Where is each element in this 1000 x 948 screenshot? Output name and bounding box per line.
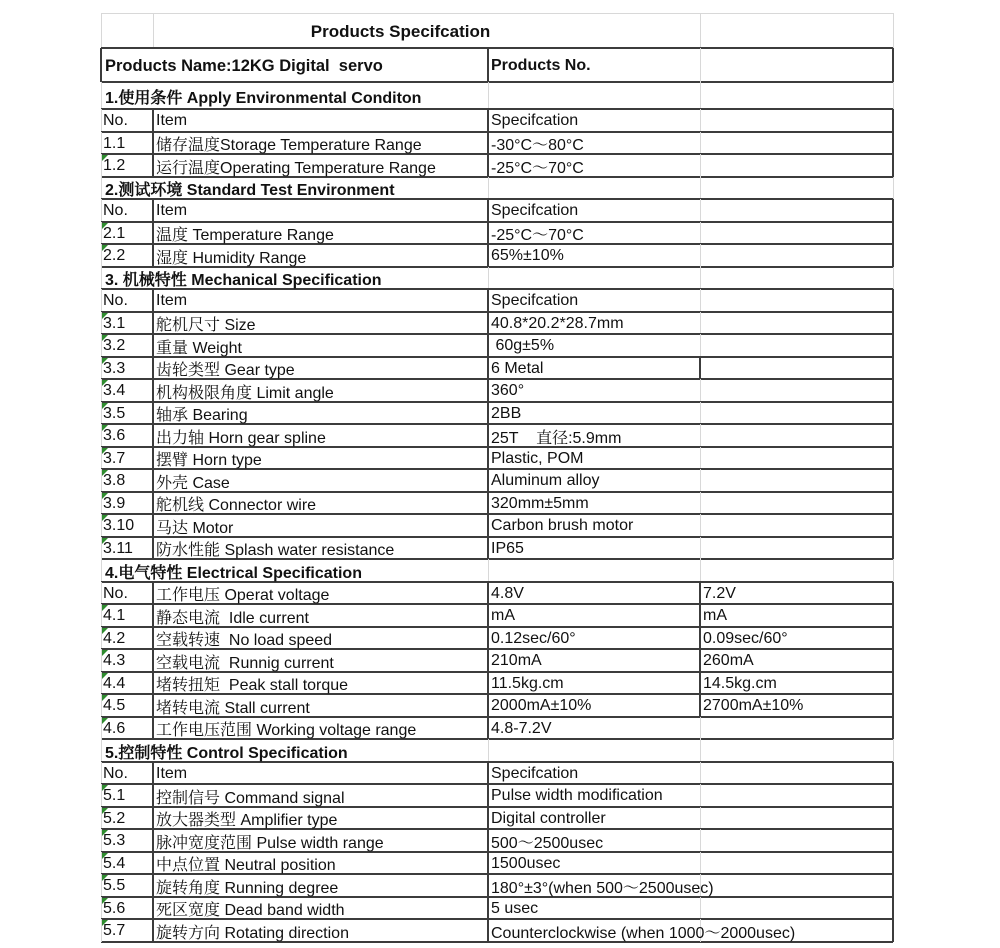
row-item: 出力轴 Horn gear spline (156, 429, 326, 447)
row-spec: -30°C～80°C (491, 137, 584, 155)
row-spec: mA (491, 607, 515, 625)
table-row (101, 424, 893, 447)
row-number: 5.3 (103, 832, 126, 850)
row-spec-2: mA (703, 607, 727, 625)
table-row (101, 244, 893, 267)
row-item: 堵转扭矩 Peak stall torque (156, 677, 349, 695)
row-item: 储存温度Storage Temperature Range (156, 137, 422, 155)
row-number: No. (103, 292, 128, 310)
table-header-row (101, 199, 893, 222)
row-spec: 65%±10% (491, 247, 564, 265)
row-number: 3.11 (103, 539, 133, 557)
number-as-text-indicator-icon (102, 830, 108, 836)
table-row (101, 604, 893, 627)
gridline (893, 267, 894, 290)
row-item: 湿度 Humidity Range (156, 249, 307, 267)
number-as-text-indicator-icon (102, 628, 108, 634)
row-spec: 2BB (491, 404, 522, 422)
row-spec: 4.8V (491, 584, 524, 602)
row-number: 5.2 (103, 809, 126, 827)
title-row (101, 13, 893, 48)
number-as-text-indicator-icon (102, 695, 108, 701)
row-item: 舵机尺寸 Size (156, 317, 256, 335)
number-as-text-indicator-icon (102, 875, 108, 881)
row-item: 舵机线 Connector wire (156, 497, 317, 515)
row-item: 工作电压范围 Working voltage range (156, 722, 417, 740)
row-number: 3.9 (103, 494, 126, 512)
row-number: No. (103, 584, 128, 602)
row-spec: Carbon brush motor (491, 517, 634, 535)
table-row (101, 829, 893, 852)
gridline (700, 13, 701, 48)
table-row (101, 334, 893, 357)
row-item: 运行温度Operating Temperature Range (156, 159, 436, 177)
row-spec: 5 usec (491, 899, 539, 917)
row-number: 5.1 (103, 787, 126, 805)
row-number: 4.6 (103, 719, 126, 737)
row-spec: 4.8-7.2V (491, 719, 552, 737)
section-heading-row (101, 267, 893, 290)
table-row (101, 627, 893, 650)
row-item: 死区宽度 Dead band width (156, 902, 345, 920)
gridline (893, 82, 894, 109)
row-number: 3.1 (103, 314, 126, 332)
gridline (488, 739, 489, 762)
row-spec: 40.8*20.2*28.7mm (491, 314, 624, 332)
table-row (101, 132, 893, 155)
row-spec: 2000mA±10% (491, 697, 592, 715)
number-as-text-indicator-icon (102, 650, 108, 656)
table-row (101, 919, 893, 942)
number-as-text-indicator-icon (102, 358, 108, 364)
number-as-text-indicator-icon (102, 223, 108, 229)
number-as-text-indicator-icon (102, 403, 108, 409)
table-row (101, 649, 893, 672)
gridline (488, 559, 489, 582)
row-number: 4.3 (103, 652, 126, 670)
row-number: 1.1 (103, 134, 126, 152)
table-row (101, 514, 893, 537)
row-item: 堵转电流 Stall current (156, 699, 310, 717)
row-number: No. (103, 764, 128, 782)
page-title: Products Specifcation (310, 21, 491, 41)
row-number: 4.4 (103, 674, 126, 692)
number-as-text-indicator-icon (102, 898, 108, 904)
row-spec: IP65 (491, 539, 524, 557)
number-as-text-indicator-icon (102, 920, 108, 926)
row-number: 3.10 (103, 517, 135, 535)
row-spec: 360° (491, 382, 525, 400)
number-as-text-indicator-icon (102, 538, 108, 544)
table-row (101, 807, 893, 830)
gridline (700, 48, 701, 82)
row-spec: 210mA (491, 652, 542, 670)
row-number: 3.4 (103, 382, 126, 400)
table-row (101, 312, 893, 335)
row-number: 3.6 (103, 427, 126, 445)
row-item: Item (156, 764, 188, 782)
row-spec-2: 14.5kg.cm (703, 674, 777, 692)
gridline (700, 559, 701, 582)
row-number: 3.7 (103, 449, 126, 467)
table-row (101, 672, 893, 695)
row-spec: 6 Metal (491, 359, 544, 377)
number-as-text-indicator-icon (102, 853, 108, 859)
gridline (488, 82, 489, 109)
gridline (893, 177, 894, 200)
row-spec: 500～2500usec (491, 834, 604, 852)
row-item: 空载转速 No load speed (156, 632, 333, 650)
section-heading: 3. 机械特性 Mechanical Specification (105, 272, 382, 290)
table-row (101, 694, 893, 717)
number-as-text-indicator-icon (102, 313, 108, 319)
table-row (101, 447, 893, 470)
table-row (101, 784, 893, 807)
row-number: 5.5 (103, 877, 126, 895)
row-spec: 60g±5% (491, 337, 555, 355)
row-spec: 25T 直径:5.9mm (491, 429, 622, 447)
number-as-text-indicator-icon (102, 245, 108, 251)
number-as-text-indicator-icon (102, 718, 108, 724)
section-heading: 1.使用条件 Apply Environmental Conditon (105, 90, 422, 107)
row-item: 脉冲宽度范围 Pulse width range (156, 834, 384, 852)
spec-table (101, 13, 893, 942)
section-heading-row (101, 559, 893, 582)
number-as-text-indicator-icon (102, 493, 108, 499)
table-header-row (101, 109, 893, 132)
row-number: 3.8 (103, 472, 126, 490)
row-item: Item (156, 202, 188, 220)
row-item: 齿轮类型 Gear type (156, 362, 295, 380)
number-as-text-indicator-icon (102, 470, 108, 476)
row-spec-2: 7.2V (703, 584, 736, 602)
table-row (101, 874, 893, 897)
row-number: 3.2 (103, 337, 126, 355)
section-heading-row (101, 82, 893, 109)
gridline (700, 82, 701, 109)
row-item: Item (156, 292, 188, 310)
section-heading: 2.测试环境 Standard Test Environment (105, 182, 395, 200)
row-item: 外壳 Case (156, 474, 230, 492)
row-spec: -25°C～70°C (491, 227, 584, 245)
row-number: No. (103, 202, 128, 220)
row-item: Item (156, 112, 188, 130)
row-spec: 0.12sec/60° (491, 629, 576, 647)
product-name: Products Name:12KG Digital servo (105, 56, 383, 75)
row-item: 防水性能 Splash water resistance (156, 542, 395, 560)
row-spec-2 (700, 357, 893, 380)
row-spec: Specifcation (491, 112, 579, 130)
row-number: 1.2 (103, 157, 126, 175)
row-spec: Digital controller (491, 809, 606, 827)
gridline (700, 267, 701, 290)
product-no-label: Products No. (491, 57, 591, 74)
row-item: 工作电压 Operat voltage (156, 587, 330, 605)
row-spec: Counterclockwise (when 1000～2000usec) (491, 924, 796, 942)
gridline (700, 177, 701, 200)
gridline (893, 739, 894, 762)
row-number: 2.2 (103, 247, 126, 265)
number-as-text-indicator-icon (102, 425, 108, 431)
gridline (893, 13, 894, 48)
table-row (101, 897, 893, 920)
cell-border (892, 48, 894, 82)
table-row (101, 379, 893, 402)
row-item: 旋转方向 Rotating direction (156, 924, 349, 942)
row-number: 3.3 (103, 359, 126, 377)
row-item: 轴承 Bearing (156, 407, 248, 425)
row-spec: 1500usec (491, 854, 561, 872)
number-as-text-indicator-icon (102, 808, 108, 814)
row-item: 温度 Temperature Range (156, 227, 334, 245)
row-item: 控制信号 Command signal (156, 789, 345, 807)
row-spec: Specifcation (491, 202, 579, 220)
gridline (893, 559, 894, 582)
row-item: 放大器类型 Amplifier type (156, 812, 338, 830)
row-number: 5.6 (103, 899, 126, 917)
section-heading-row (101, 177, 893, 200)
table-row (101, 154, 893, 177)
row-number: 5.7 (103, 922, 126, 940)
number-as-text-indicator-icon (102, 448, 108, 454)
product-name-row (101, 48, 893, 82)
gridline (488, 177, 489, 200)
row-item: 摆臂 Horn type (156, 452, 262, 470)
spec-sections (101, 82, 893, 942)
section-heading-row (101, 739, 893, 762)
row-item: 机构极限角度 Limit angle (156, 384, 334, 402)
table-row (101, 492, 893, 515)
table-header-row (101, 289, 893, 312)
table-row (101, 469, 893, 492)
row-spec: 180°±3°(when 500～2500usec) (491, 879, 714, 897)
row-item: 空载电流 Runnig current (156, 654, 334, 672)
number-as-text-indicator-icon (102, 515, 108, 521)
row-item: 静态电流 Idle current (156, 609, 309, 627)
row-number: 4.1 (103, 607, 126, 625)
row-spec: Aluminum alloy (491, 472, 600, 490)
row-item: 中点位置 Neutral position (156, 857, 336, 875)
row-spec: Specifcation (491, 292, 579, 310)
table-row (101, 402, 893, 425)
table-row (101, 357, 893, 380)
number-as-text-indicator-icon (102, 380, 108, 386)
row-item: 旋转角度 Running degree (156, 879, 339, 897)
section-heading: 5.控制特性 Control Specification (105, 744, 348, 762)
row-spec-2: 260mA (703, 652, 754, 670)
row-spec: Specifcation (491, 764, 579, 782)
number-as-text-indicator-icon (102, 605, 108, 611)
number-as-text-indicator-icon (102, 785, 108, 791)
row-number: No. (103, 112, 128, 130)
number-as-text-indicator-icon (102, 155, 108, 161)
row-number: 4.5 (103, 697, 126, 715)
row-number: 5.4 (103, 854, 126, 872)
row-spec: Plastic, POM (491, 449, 584, 467)
table-header-row (101, 582, 893, 605)
gridline (700, 739, 701, 762)
row-number: 3.5 (103, 404, 126, 422)
section-heading: 4.电气特性 Electrical Specification (105, 564, 362, 582)
row-item: 重量 Weight (156, 339, 242, 357)
row-spec-2: 0.09sec/60° (703, 629, 788, 647)
table-row (101, 537, 893, 560)
table-row (101, 222, 893, 245)
row-spec: Pulse width modification (491, 787, 663, 805)
row-number: 2.1 (103, 224, 126, 242)
row-item: 马达 Motor (156, 519, 234, 537)
row-spec-2: 2700mA±10% (703, 697, 804, 715)
row-spec: 320mm±5mm (491, 494, 589, 512)
number-as-text-indicator-icon (102, 335, 108, 341)
row-spec: -25°C～70°C (491, 159, 584, 177)
row-spec: 11.5kg.cm (491, 674, 564, 692)
table-row (101, 852, 893, 875)
gridline (488, 267, 489, 290)
table-row (101, 717, 893, 740)
number-as-text-indicator-icon (102, 673, 108, 679)
row-number: 4.2 (103, 629, 126, 647)
table-header-row (101, 762, 893, 785)
